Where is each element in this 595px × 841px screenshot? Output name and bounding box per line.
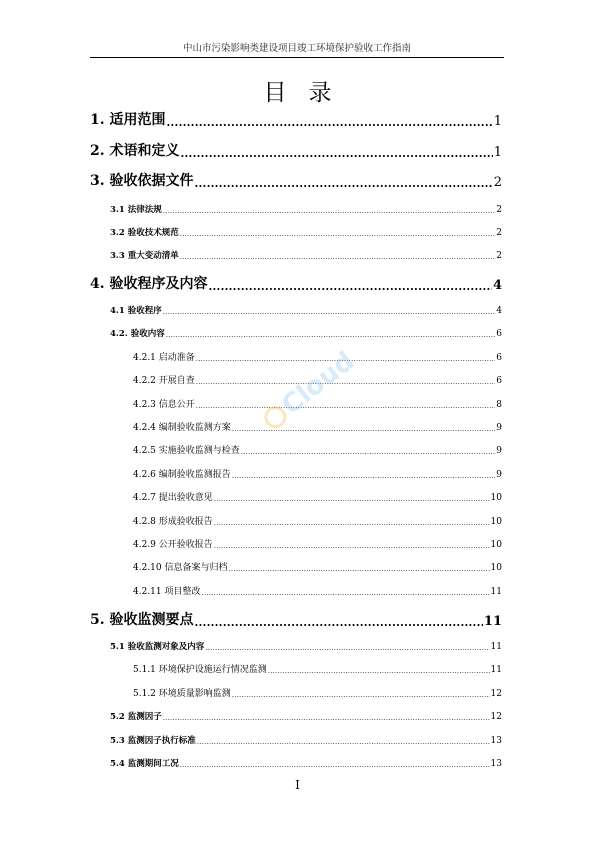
toc-entry-4[interactable] [90,275,502,293]
toc-entry-label: 5. 验收监测要点 [90,612,194,628]
toc-entry-page: 1 [493,114,502,129]
toc-entry-page: 9 [496,446,502,456]
toc-entry-label: 5.1.1 环境保护设施运行情况监测 [133,665,267,675]
toc-entry-label: 5.1.2 环境质量影响监测 [133,689,231,699]
toc-entry-5-2[interactable] [110,710,502,722]
page-number: I [295,778,300,792]
dot-leader [209,280,492,293]
toc-entry-label: 1. 适用范围 [90,112,166,128]
toc-entry-page: 11 [490,642,502,652]
dot-leader [166,331,496,339]
toc-entry-label: 4.2.6 编制验收监测报告 [133,470,231,480]
toc-entry-label: 4.2.4 编制验收监测方案 [133,423,231,433]
toc-entry-label: 3.3 重大变动清单 [110,251,179,261]
toc-title: 目录 [263,80,354,106]
toc-entry-3-3[interactable] [110,249,502,261]
toc-entry-page: 6 [496,353,502,363]
toc-entry-4-2-4[interactable] [133,421,502,433]
dot-leader [214,519,490,527]
dot-leader [163,308,496,316]
dot-leader [195,616,483,629]
toc-entry-label: 4.2.10 信息备案与归档 [133,563,228,573]
toc-entry-4-2[interactable] [110,327,502,339]
toc-entry-page: 11 [490,665,502,675]
toc-entry-4-2-10[interactable] [133,561,502,573]
toc-entry-page: 4 [492,278,502,293]
toc-entry-page: 4 [496,306,502,316]
toc-entry-5-1-2[interactable] [133,687,502,699]
toc-entry-4-2-6[interactable] [133,468,502,480]
toc-entry-page: 13 [490,736,502,746]
toc-entry-page: 10 [490,540,502,550]
toc-entry-5-3[interactable] [110,734,502,746]
toc-entry-page: 8 [496,400,502,410]
toc-entry-3-1[interactable] [110,203,502,215]
toc-entry-4-2-11[interactable] [133,585,502,597]
dot-leader [180,253,496,261]
toc-entry-2[interactable] [90,142,502,160]
toc-entry-page: 13 [490,759,502,769]
toc-entry-label: 4.2.9 公开验收报告 [133,540,213,550]
toc-entry-label: 4.2.3 信息公开 [133,400,195,410]
dot-leader [163,207,496,215]
dot-leader [214,495,490,503]
dot-leader [268,667,490,675]
toc-entry-label: 4.2.7 提出验收意见 [133,493,213,503]
toc-entry-label: 4.2.11 项目整改 [133,587,201,597]
toc-entry-page: 6 [496,376,502,386]
toc-entry-4-2-8[interactable] [133,515,502,527]
toc-entry-label: 4.2. 验收内容 [110,329,165,339]
toc-entry-page: 6 [496,329,502,339]
toc-entry-label: 5.4 监测期间工况 [110,759,179,769]
dot-leader [197,738,490,746]
toc-entry-page: 10 [490,493,502,503]
toc-entry-label: 4.1 验收程序 [110,306,162,316]
dot-leader [180,230,496,238]
toc-entry-label: 5.3 监测因子执行标准 [110,736,196,746]
toc-entry-4-2-7[interactable] [133,491,502,503]
toc-entry-label: 4.2.8 形成验收报告 [133,517,213,527]
toc-entry-page: 11 [483,614,502,629]
toc-entry-page: 2 [496,251,502,261]
toc-entry-label: 3. 验收依据文件 [90,173,194,189]
toc-entry-page: 10 [490,563,502,573]
toc-entry-label: 4.2.1 启动准备 [133,353,195,363]
toc-entry-page: 10 [490,517,502,527]
toc-entry-4-2-5[interactable] [133,444,502,456]
toc-entry-4-1[interactable] [110,304,502,316]
toc-entry-page: 2 [496,228,502,238]
toc-entry-page: 2 [496,205,502,215]
dot-leader [229,565,490,573]
header-divider [90,57,504,58]
toc-entry-label: 4.2.5 实施验收监测与检查 [133,446,240,456]
toc-entry-5-4[interactable] [110,757,502,769]
dot-leader [202,589,490,597]
dot-leader [180,761,490,769]
toc-entry-5[interactable] [90,611,502,629]
dot-leader [163,714,490,722]
toc-entry-page: 12 [490,712,502,722]
dot-leader [195,177,493,190]
toc-entry-page: 9 [496,423,502,433]
toc-entry-label: 5.1 验收监测对象及内容 [110,642,205,652]
running-header: 中山市污染影响类建设项目竣工环境保护验收工作指南 [182,43,411,54]
toc-entry-label: 3.2 验收技术规范 [110,228,179,238]
dot-leader [214,542,490,550]
toc-entry-label: 5.2 监测因子 [110,712,162,722]
dot-leader [232,691,490,699]
toc-entry-5-1-1[interactable] [133,663,502,675]
dot-leader [205,644,489,652]
toc-entry-3-2[interactable] [110,226,502,238]
dot-leader [196,402,496,410]
toc-entry-3[interactable] [90,172,502,190]
toc-entry-page: 12 [490,689,502,699]
dot-leader [181,147,493,160]
dot-leader [232,472,496,480]
toc-entry-label: 2. 术语和定义 [90,143,180,159]
toc-entry-page: 11 [490,587,502,597]
toc-entry-label: 3.1 法律法规 [110,205,162,215]
watermark-text: Cloud [276,346,361,421]
toc-entry-page: 9 [496,470,502,480]
toc-entry-4-2-9[interactable] [133,538,502,550]
toc-entry-5-1[interactable] [110,640,502,652]
toc-entry-1[interactable] [90,111,502,129]
dot-leader [167,116,493,129]
toc-entry-label: 4.2.2 开展自查 [133,376,195,386]
dot-leader [241,448,496,456]
toc-entry-page: 2 [493,175,502,190]
toc-entry-label: 4. 验收程序及内容 [90,276,208,292]
toc-entry-page: 1 [493,145,502,160]
